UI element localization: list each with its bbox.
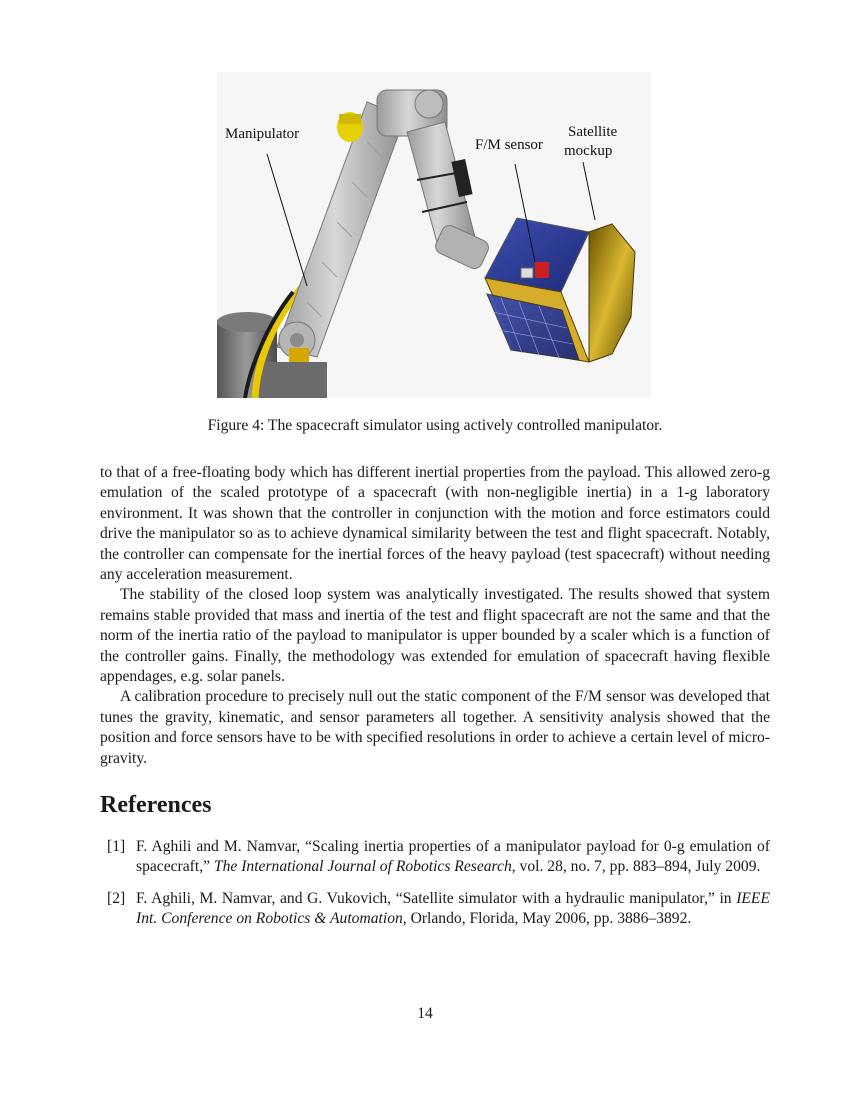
reference-list [100,837,770,941]
reference-item [100,837,770,878]
references-heading: References [100,792,212,818]
body-text [100,463,770,769]
paragraph: to that of a free-floating body which has different inertial properties from the payload. This allowed zero-g emulation of the scaled prototype of a spacecraft (with non-negligible inertia) in a 1-g laboratory environment. It was shown that the controller in conjunction with the motion and force estimators could drive the manipulator so as to achieve dynamical similarity between the test and flight spacecraft. Notably, the controller can compensate for the inertial forces of the heavy payload (test spacecraft) without needing any acceleration measurement. [100,464,770,584]
manipulator-photo [217,72,651,398]
reference-text: F. Aghili and M. Namvar, “Scaling inertia properties of a manipulator payload for 0-g emulation of spacecraft,” [136,838,770,876]
reference-text: F. Aghili, M. Namvar, and G. Vukovich, “Satellite simulator with a hydraulic manipulator,” in [136,889,737,907]
satellite-label-line1: Satellite [568,124,618,140]
figure-caption: Figure 4: The spacecraft simulator using actively controlled manipulator. [207,417,663,434]
paragraph: The stability of the closed loop system was analytically investigated. The results showed that system remains stable provided that mass and inertia of the test and flight spacecraft are not the same and that the norm of the inertia ratio of the payload to manipulator is upper bounded by a scaler which is a function of the controller gains. Finally, the methodology was extended for emulation of spacecraft having flexible appendages, e.g. solar panels. [100,586,770,686]
reference-details: , vol. 28, no. 7, pp. 883–894, July 2009. [511,858,761,876]
reference-details: , Orlando, Florida, May 2006, pp. 3886–3892. [402,910,692,928]
paragraph: A calibration procedure to precisely null out the static component of the F/M sensor was developed that tunes the gravity, kinematic, and sensor parameters all together. A sensitivity analysis showed that the position and force sensors have to be with specified resolutions in order to achieve a certain level of micro-gravity. [100,688,770,767]
satellite-label-line2: mockup [564,143,613,159]
reference-number: [1] [107,838,126,855]
fm-sensor-label: F/M sensor [475,137,543,153]
reference-venue: The International Journal of Robotics Research [213,858,512,876]
page-number: 14 [417,1005,433,1022]
figure-photo [217,72,651,398]
reference-venue: IEEE Int. Conference on Robotics & Automation [136,889,770,928]
reference-number: [2] [107,889,126,907]
manipulator-label: Manipulator [225,126,300,142]
reference-item [100,889,770,930]
